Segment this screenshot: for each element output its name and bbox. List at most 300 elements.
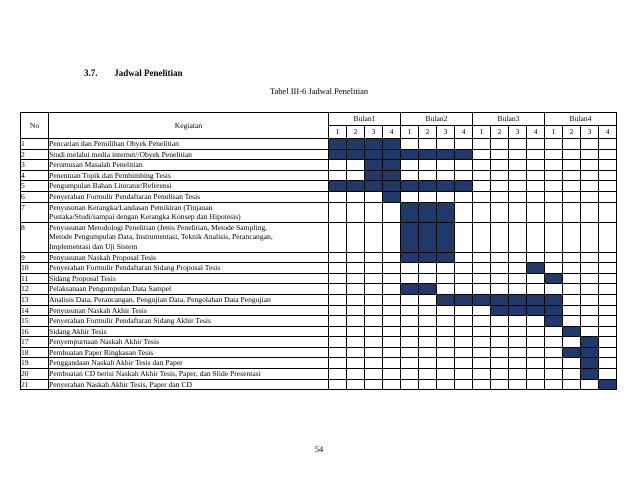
schedule-empty-cell: [581, 252, 599, 263]
schedule-empty-cell: [401, 337, 419, 348]
schedule-bar-cell: [383, 181, 401, 192]
schedule-empty-cell: [437, 358, 455, 369]
schedule-empty-cell: [599, 358, 617, 369]
schedule-empty-cell: [419, 379, 437, 390]
schedule-bar-cell: [419, 252, 437, 263]
schedule-table-header: [21, 113, 617, 139]
schedule-empty-cell: [545, 284, 563, 295]
schedule-bar-cell: [473, 294, 491, 305]
header-month: Bulan2: [401, 113, 473, 126]
schedule-empty-cell: [545, 337, 563, 348]
activity-cell: [49, 316, 329, 327]
schedule-empty-cell: [599, 273, 617, 284]
schedule-empty-cell: [347, 160, 365, 171]
schedule-empty-cell: [329, 191, 347, 202]
schedule-bar-cell: [401, 202, 419, 222]
schedule-bar-cell: [419, 202, 437, 222]
header-month: Bulan4: [545, 113, 617, 126]
schedule-empty-cell: [491, 252, 509, 263]
activity-text: Pencarian dan Pemilihan Obyek Penelitian: [49, 139, 179, 148]
schedule-empty-cell: [329, 263, 347, 274]
schedule-empty-cell: [473, 181, 491, 192]
schedule-bar-cell: [419, 222, 437, 252]
table-row: [21, 181, 617, 192]
schedule-empty-cell: [545, 149, 563, 160]
activity-cell: [49, 284, 329, 295]
table-caption: Tabel III-6 Jadwal Penelitian: [269, 86, 369, 96]
schedule-empty-cell: [473, 139, 491, 150]
header-activity: Kegiatan: [49, 113, 329, 139]
schedule-empty-cell: [509, 181, 527, 192]
schedule-bar-cell: [383, 170, 401, 181]
header-month: Bulan3: [473, 113, 545, 126]
activity-cell: [49, 170, 329, 181]
activity-cell: [49, 294, 329, 305]
header-week: 2: [347, 126, 365, 139]
schedule-empty-cell: [347, 273, 365, 284]
schedule-empty-cell: [437, 337, 455, 348]
schedule-empty-cell: [437, 369, 455, 380]
schedule-empty-cell: [563, 252, 581, 263]
schedule-empty-cell: [401, 294, 419, 305]
schedule-bar-cell: [365, 149, 383, 160]
table-row: [21, 326, 617, 337]
schedule-empty-cell: [401, 379, 419, 390]
schedule-empty-cell: [401, 326, 419, 337]
table-row: [21, 202, 617, 222]
activity-text: Studi melalui media internet//Obyek Penelitian: [49, 149, 192, 159]
activity-cell: [49, 202, 329, 222]
table-row: [21, 379, 617, 390]
row-number: 2: [21, 149, 49, 160]
row-number: 15: [21, 316, 49, 327]
schedule-empty-cell: [473, 347, 491, 358]
schedule-bar-cell: [365, 139, 383, 150]
schedule-empty-cell: [383, 202, 401, 222]
schedule-empty-cell: [347, 358, 365, 369]
schedule-bar-cell: [545, 273, 563, 284]
schedule-empty-cell: [563, 139, 581, 150]
activity-cell: [49, 263, 329, 274]
schedule-empty-cell: [419, 191, 437, 202]
schedule-empty-cell: [365, 316, 383, 327]
schedule-empty-cell: [437, 316, 455, 327]
activity-cell: [49, 252, 329, 263]
activity-cell: [49, 337, 329, 348]
schedule-bar-cell: [563, 326, 581, 337]
schedule-bar-cell: [329, 181, 347, 192]
activity-cell: [49, 139, 329, 150]
table-row: [21, 139, 617, 150]
header-week: 1: [473, 126, 491, 139]
activity-text: Penentuan Topik dan Pembimbing Tesis: [49, 170, 171, 180]
schedule-empty-cell: [509, 347, 527, 358]
schedule-empty-cell: [383, 326, 401, 337]
schedule-bar-cell: [347, 149, 365, 160]
schedule-empty-cell: [473, 149, 491, 160]
schedule-empty-cell: [473, 252, 491, 263]
schedule-empty-cell: [473, 263, 491, 274]
header-week: 3: [365, 126, 383, 139]
activity-text: Penggandaan Naskah Akhir Tesis dan Paper: [49, 358, 183, 368]
schedule-empty-cell: [455, 170, 473, 181]
row-number: 21: [21, 379, 49, 390]
schedule-empty-cell: [455, 273, 473, 284]
table-row: [21, 305, 617, 316]
schedule-empty-cell: [509, 191, 527, 202]
schedule-bar-cell: [437, 181, 455, 192]
schedule-empty-cell: [329, 305, 347, 316]
schedule-bar-cell: [365, 170, 383, 181]
activity-cell: [49, 379, 329, 390]
section-heading: [84, 68, 183, 78]
schedule-empty-cell: [473, 273, 491, 284]
schedule-empty-cell: [581, 379, 599, 390]
activity-text: Penyusunan Naskah Proposal Tesis: [49, 252, 157, 262]
schedule-empty-cell: [347, 191, 365, 202]
row-number: 13: [21, 294, 49, 305]
schedule-empty-cell: [455, 358, 473, 369]
schedule-bar-cell: [527, 263, 545, 274]
schedule-empty-cell: [545, 181, 563, 192]
schedule-empty-cell: [473, 358, 491, 369]
schedule-empty-cell: [527, 202, 545, 222]
schedule-bar-cell: [365, 160, 383, 171]
row-number: 9: [21, 252, 49, 263]
header-month: Bulan1: [329, 113, 401, 126]
schedule-empty-cell: [455, 326, 473, 337]
schedule-bar-cell: [401, 181, 419, 192]
row-number: 7: [21, 202, 49, 222]
schedule-bar-cell: [581, 369, 599, 380]
schedule-bar-cell: [455, 181, 473, 192]
schedule-empty-cell: [437, 347, 455, 358]
schedule-bar-cell: [383, 149, 401, 160]
schedule-empty-cell: [329, 358, 347, 369]
schedule-empty-cell: [383, 222, 401, 252]
schedule-empty-cell: [599, 181, 617, 192]
schedule-empty-cell: [383, 337, 401, 348]
table-row: [21, 191, 617, 202]
activity-text: Implementasi dan Uji Sistem: [49, 241, 138, 251]
activity-text: Perumusan Masalah Penelitian: [49, 160, 143, 170]
row-number: 19: [21, 358, 49, 369]
schedule-empty-cell: [401, 170, 419, 181]
schedule-empty-cell: [455, 222, 473, 252]
schedule-empty-cell: [419, 358, 437, 369]
schedule-table-body: [21, 139, 617, 390]
schedule-empty-cell: [563, 191, 581, 202]
schedule-empty-cell: [545, 358, 563, 369]
schedule-empty-cell: [527, 222, 545, 252]
schedule-empty-cell: [581, 273, 599, 284]
schedule-empty-cell: [365, 379, 383, 390]
schedule-empty-cell: [455, 316, 473, 327]
schedule-bar-cell: [491, 305, 509, 316]
schedule-empty-cell: [527, 337, 545, 348]
schedule-empty-cell: [347, 369, 365, 380]
header-week: 2: [563, 126, 581, 139]
schedule-bar-cell: [437, 222, 455, 252]
header-week: 3: [437, 126, 455, 139]
schedule-bar-cell: [545, 305, 563, 316]
schedule-empty-cell: [347, 379, 365, 390]
schedule-empty-cell: [383, 369, 401, 380]
schedule-empty-cell: [455, 337, 473, 348]
schedule-empty-cell: [491, 170, 509, 181]
schedule-empty-cell: [347, 347, 365, 358]
schedule-empty-cell: [437, 191, 455, 202]
activity-text: Penyerahan Formulir Pendaftaran Penulisan Tesis: [49, 191, 201, 201]
schedule-empty-cell: [491, 358, 509, 369]
schedule-bar-cell: [401, 284, 419, 295]
schedule-empty-cell: [491, 326, 509, 337]
schedule-empty-cell: [509, 149, 527, 160]
schedule-empty-cell: [599, 284, 617, 295]
row-number: 8: [21, 222, 49, 252]
schedule-empty-cell: [491, 273, 509, 284]
schedule-empty-cell: [599, 149, 617, 160]
schedule-empty-cell: [563, 263, 581, 274]
schedule-empty-cell: [437, 139, 455, 150]
schedule-empty-cell: [581, 222, 599, 252]
schedule-bar-cell: [383, 139, 401, 150]
schedule-empty-cell: [473, 170, 491, 181]
schedule-empty-cell: [383, 347, 401, 358]
schedule-empty-cell: [473, 191, 491, 202]
schedule-empty-cell: [437, 379, 455, 390]
schedule-empty-cell: [329, 337, 347, 348]
schedule-empty-cell: [545, 170, 563, 181]
schedule-bar-cell: [437, 202, 455, 222]
row-number: 20: [21, 369, 49, 380]
schedule-empty-cell: [455, 202, 473, 222]
schedule-empty-cell: [401, 273, 419, 284]
schedule-empty-cell: [401, 191, 419, 202]
row-number: 5: [21, 181, 49, 192]
schedule-empty-cell: [599, 170, 617, 181]
activity-cell: [49, 191, 329, 202]
activity-cell: [49, 273, 329, 284]
header-week: 1: [401, 126, 419, 139]
schedule-empty-cell: [329, 160, 347, 171]
schedule-empty-cell: [545, 369, 563, 380]
schedule-empty-cell: [365, 284, 383, 295]
schedule-bar-cell: [383, 191, 401, 202]
schedule-empty-cell: [437, 326, 455, 337]
schedule-empty-cell: [491, 284, 509, 295]
schedule-empty-cell: [599, 305, 617, 316]
schedule-empty-cell: [491, 160, 509, 171]
schedule-empty-cell: [419, 273, 437, 284]
schedule-empty-cell: [491, 379, 509, 390]
schedule-empty-cell: [401, 139, 419, 150]
table-row: [21, 170, 617, 181]
schedule-empty-cell: [365, 273, 383, 284]
schedule-empty-cell: [419, 369, 437, 380]
row-number: 1: [21, 139, 49, 150]
schedule-empty-cell: [419, 160, 437, 171]
schedule-empty-cell: [419, 170, 437, 181]
schedule-empty-cell: [437, 305, 455, 316]
schedule-empty-cell: [383, 294, 401, 305]
schedule-bar-cell: [347, 181, 365, 192]
header-no: No: [21, 113, 49, 139]
activity-text: Penyusunan Naskah Akhir Tesis: [49, 305, 147, 315]
table-row: [21, 263, 617, 274]
schedule-empty-cell: [365, 294, 383, 305]
activity-cell: [49, 222, 329, 252]
activity-text: Pembuatan Paper Ringkasan Tesis: [49, 347, 154, 357]
schedule-empty-cell: [527, 191, 545, 202]
activity-text: Penyusunan Metodologi Penelitian (Jenis Penelitian, Metode Sampling,: [49, 222, 268, 232]
activity-text: Penyerahan Naskah Akhir Tesis, Paper dan CD: [49, 379, 192, 389]
schedule-empty-cell: [527, 347, 545, 358]
activity-text: Penyusunan Kerangka/Landasan Pemikiran (Tinjauan: [49, 202, 213, 212]
schedule-empty-cell: [473, 337, 491, 348]
schedule-empty-cell: [473, 326, 491, 337]
schedule-empty-cell: [473, 284, 491, 295]
schedule-empty-cell: [509, 273, 527, 284]
schedule-empty-cell: [401, 347, 419, 358]
schedule-empty-cell: [491, 369, 509, 380]
header-week: 4: [599, 126, 617, 139]
section-title: Jadwal Penelitian: [114, 68, 183, 78]
activity-text: Metode Pengumpulan Data, Instrumentasi, Teknik Analisis, Perancangan,: [49, 232, 273, 242]
schedule-empty-cell: [347, 222, 365, 252]
schedule-empty-cell: [581, 181, 599, 192]
activity-cell: [49, 181, 329, 192]
schedule-empty-cell: [383, 358, 401, 369]
activity-cell: [49, 347, 329, 358]
schedule-empty-cell: [491, 347, 509, 358]
schedule-empty-cell: [527, 369, 545, 380]
schedule-empty-cell: [455, 305, 473, 316]
schedule-empty-cell: [599, 222, 617, 252]
row-number: 17: [21, 337, 49, 348]
schedule-empty-cell: [383, 305, 401, 316]
schedule-empty-cell: [347, 170, 365, 181]
schedule-empty-cell: [329, 284, 347, 295]
schedule-empty-cell: [563, 294, 581, 305]
schedule-empty-cell: [329, 222, 347, 252]
schedule-empty-cell: [563, 222, 581, 252]
schedule-empty-cell: [383, 284, 401, 295]
schedule-empty-cell: [455, 284, 473, 295]
header-week: 4: [383, 126, 401, 139]
schedule-empty-cell: [545, 326, 563, 337]
schedule-empty-cell: [509, 284, 527, 295]
schedule-empty-cell: [329, 252, 347, 263]
schedule-empty-cell: [437, 284, 455, 295]
schedule-bar-cell: [437, 149, 455, 160]
activity-text: Penyerahan Formulir Pendaftaran Sidang Akhir Tesis: [49, 316, 211, 326]
activity-text: Sidang Akhir Tesis: [49, 326, 107, 336]
schedule-empty-cell: [581, 139, 599, 150]
schedule-empty-cell: [473, 160, 491, 171]
row-number: 14: [21, 305, 49, 316]
header-week: 4: [455, 126, 473, 139]
activity-text: Pembuatan CD berisi Naskah Akhir Tesis, Paper, dan Slide Presentasi: [49, 369, 261, 379]
schedule-empty-cell: [563, 369, 581, 380]
schedule-empty-cell: [401, 160, 419, 171]
schedule-empty-cell: [347, 316, 365, 327]
schedule-empty-cell: [527, 358, 545, 369]
schedule-bar-cell: [401, 149, 419, 160]
schedule-bar-cell: [401, 252, 419, 263]
activity-cell: [49, 305, 329, 316]
schedule-empty-cell: [545, 347, 563, 358]
schedule-empty-cell: [347, 202, 365, 222]
schedule-empty-cell: [509, 369, 527, 380]
row-number: 16: [21, 326, 49, 337]
row-number: 11: [21, 273, 49, 284]
schedule-empty-cell: [491, 181, 509, 192]
schedule-bar-cell: [347, 139, 365, 150]
schedule-empty-cell: [509, 358, 527, 369]
schedule-bar-cell: [545, 294, 563, 305]
schedule-empty-cell: [419, 294, 437, 305]
schedule-empty-cell: [455, 379, 473, 390]
schedule-bar-cell: [419, 181, 437, 192]
row-number: 12: [21, 284, 49, 295]
schedule-empty-cell: [509, 337, 527, 348]
schedule-empty-cell: [599, 252, 617, 263]
table-row: [21, 222, 617, 252]
schedule-empty-cell: [401, 263, 419, 274]
schedule-empty-cell: [419, 326, 437, 337]
schedule-empty-cell: [419, 316, 437, 327]
schedule-empty-cell: [491, 337, 509, 348]
schedule-empty-cell: [455, 139, 473, 150]
schedule-empty-cell: [455, 347, 473, 358]
schedule-empty-cell: [545, 263, 563, 274]
schedule-empty-cell: [527, 149, 545, 160]
schedule-empty-cell: [599, 191, 617, 202]
schedule-bar-cell: [365, 181, 383, 192]
schedule-bar-cell: [563, 347, 581, 358]
schedule-empty-cell: [509, 139, 527, 150]
schedule-empty-cell: [527, 252, 545, 263]
schedule-bar-cell: [329, 149, 347, 160]
schedule-empty-cell: [437, 263, 455, 274]
header-week: 2: [419, 126, 437, 139]
schedule-bar-cell: [545, 316, 563, 327]
schedule-empty-cell: [581, 191, 599, 202]
schedule-empty-cell: [545, 160, 563, 171]
schedule-empty-cell: [473, 379, 491, 390]
schedule-empty-cell: [527, 273, 545, 284]
schedule-empty-cell: [347, 263, 365, 274]
schedule-empty-cell: [563, 284, 581, 295]
row-number: 4: [21, 170, 49, 181]
schedule-empty-cell: [581, 305, 599, 316]
schedule-empty-cell: [383, 263, 401, 274]
schedule-empty-cell: [419, 337, 437, 348]
schedule-bar-cell: [455, 294, 473, 305]
header-week: 1: [545, 126, 563, 139]
schedule-empty-cell: [527, 160, 545, 171]
table-row: [21, 273, 617, 284]
activity-text: Pengumpulan Bahan Literatur/Referensi: [49, 181, 172, 191]
table-row: [21, 252, 617, 263]
schedule-empty-cell: [365, 326, 383, 337]
schedule-empty-cell: [491, 263, 509, 274]
schedule-empty-cell: [527, 379, 545, 390]
schedule-empty-cell: [437, 273, 455, 284]
schedule-empty-cell: [347, 284, 365, 295]
schedule-empty-cell: [365, 263, 383, 274]
